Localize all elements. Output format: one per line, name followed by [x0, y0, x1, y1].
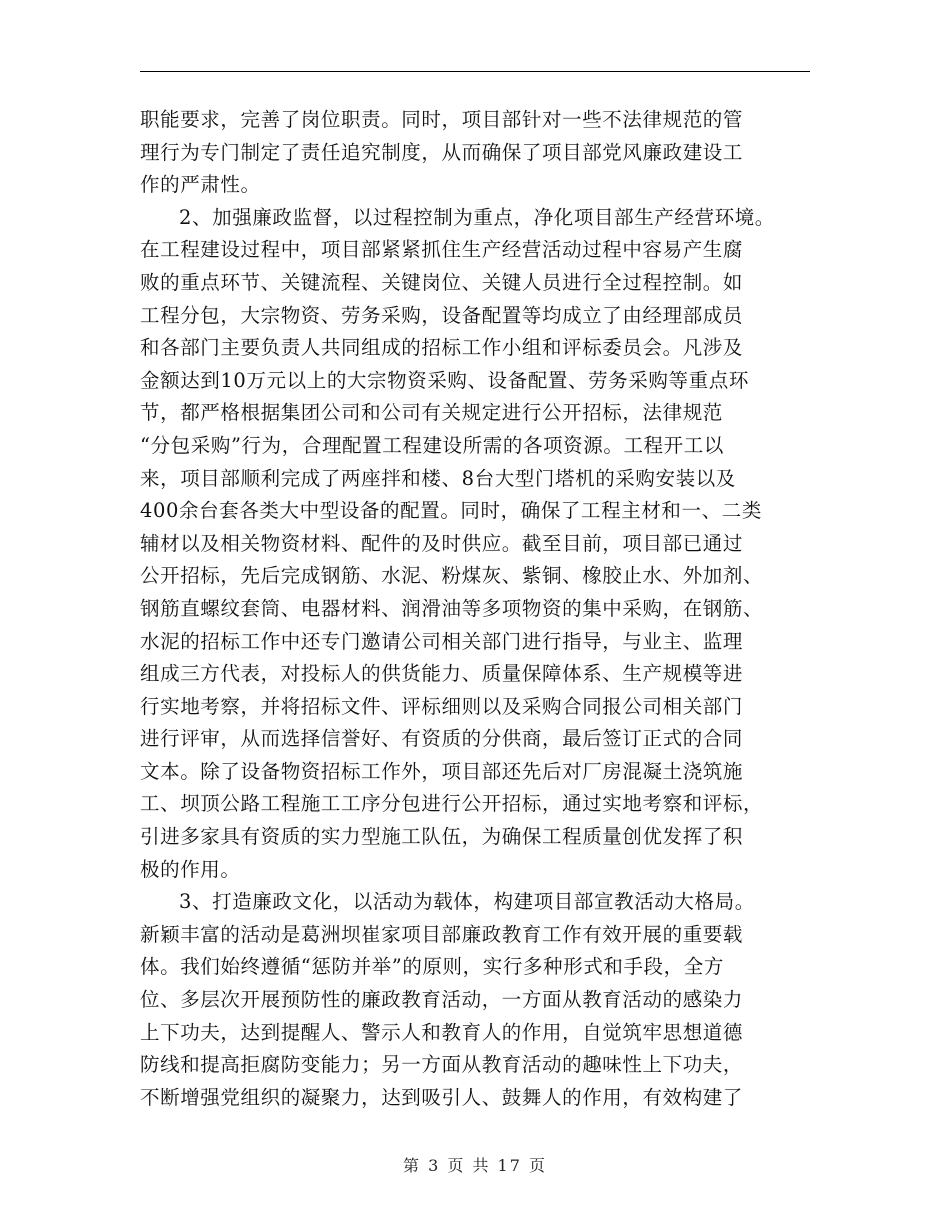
- text-line: 3、打造廉政文化，以活动为载体，构建项目部宣教活动大格局。: [179, 890, 755, 914]
- text-line: 工程分包，大宗物资、劳务采购，设备配置等均成立了由经理部成员: [140, 303, 744, 327]
- text-line: 位、多层次开展预防性的廉政教育活动，一方面从教育活动的感染力: [140, 988, 744, 1012]
- text-line: 在工程建设过程中，项目部紧紧抓住生产经营活动过程中容易产生腐: [140, 238, 744, 262]
- text-line: 钢筋直螺纹套筒、电器材料、润滑油等多项物资的集中采购，在钢筋、: [140, 596, 764, 620]
- header-rule: [140, 71, 810, 72]
- text-line: 辅材以及相关物资材料、配件的及时供应。截至目前，项目部已通过: [140, 531, 744, 555]
- text-line: 来，项目部顺利完成了两座拌和楼、8台大型门塔机的采购安装以及: [140, 466, 736, 490]
- text-line: 不断增强党组织的凝聚力，达到吸引人、鼓舞人的作用，有效构建了: [140, 1085, 744, 1109]
- text-line: 和各部门主要负责人共同组成的招标工作小组和评标委员会。凡涉及: [140, 336, 744, 360]
- text-line: 工、坝顶公路工程施工工序分包进行公开招标，通过实地考察和评标，: [140, 792, 764, 816]
- text-line: 理行为专门制定了责任追究制度，从而确保了项目部党风廉政建设工: [140, 140, 744, 164]
- text-line: 400余台套各类大中型设备的配置。同时，确保了工程主材和一、二类: [140, 499, 762, 523]
- text-line: 水泥的招标工作中还专门邀请公司相关部门进行指导，与业主、监理: [140, 629, 744, 653]
- text-line: 2、加强廉政监督，以过程控制为重点，净化项目部生产经营环境。: [179, 205, 775, 229]
- text-line: 金额达到10万元以上的大宗物资采购、设备配置、劳务采购等重点环: [140, 368, 749, 392]
- text-line: 作的严肃性。: [140, 173, 261, 197]
- page-number: 第 3 页 共 17 页: [403, 1156, 547, 1175]
- text-line: 防线和提高拒腐防变能力；另一方面从教育活动的趣味性上下功夫，: [140, 1053, 744, 1077]
- document-body: [140, 104, 820, 1114]
- text-line: 公开招标，先后完成钢筋、水泥、粉煤灰、紫铜、橡胶止水、外加剂、: [140, 564, 764, 588]
- text-line: 进行评审，从而选择信誉好、有资质的分供商，最后签订正式的合同: [140, 727, 744, 751]
- text-line: 上下功夫，达到提醒人、警示人和教育人的作用，自觉筑牢思想道德: [140, 1020, 744, 1044]
- text-line: 体。我们始终遵循“惩防并举”的原则，实行多种形式和手段，全方: [140, 955, 724, 979]
- text-line: 文本。除了设备物资招标工作外，项目部还先后对厂房混凝土浇筑施: [140, 759, 744, 783]
- text-line: 败的重点环节、关键流程、关键岗位、关键人员进行全过程控制。如: [140, 270, 744, 294]
- text-line: 职能要求，完善了岗位职责。同时，项目部针对一些不法律规范的管: [140, 108, 744, 131]
- text-line: 节，都严格根据集团公司和公司有关规定进行公开招标，法律规范: [140, 401, 723, 425]
- text-line: “分包采购”行为，合理配置工程建设所需的各项资源。工程开工以: [140, 433, 724, 457]
- text-line: 新颖丰富的活动是葛洲坝崔家项目部廉政教育工作有效开展的重要载: [140, 922, 744, 946]
- text-line: 组成三方代表，对投标人的供货能力、质量保障体系、生产规模等进: [140, 662, 744, 686]
- text-line: 引进多家具有资质的实力型施工队伍，为确保工程质量创优发挥了积: [140, 825, 744, 849]
- text-line: 行实地考察，并将招标文件、评标细则以及采购合同报公司相关部门: [140, 694, 744, 718]
- text-line: 极的作用。: [140, 857, 241, 881]
